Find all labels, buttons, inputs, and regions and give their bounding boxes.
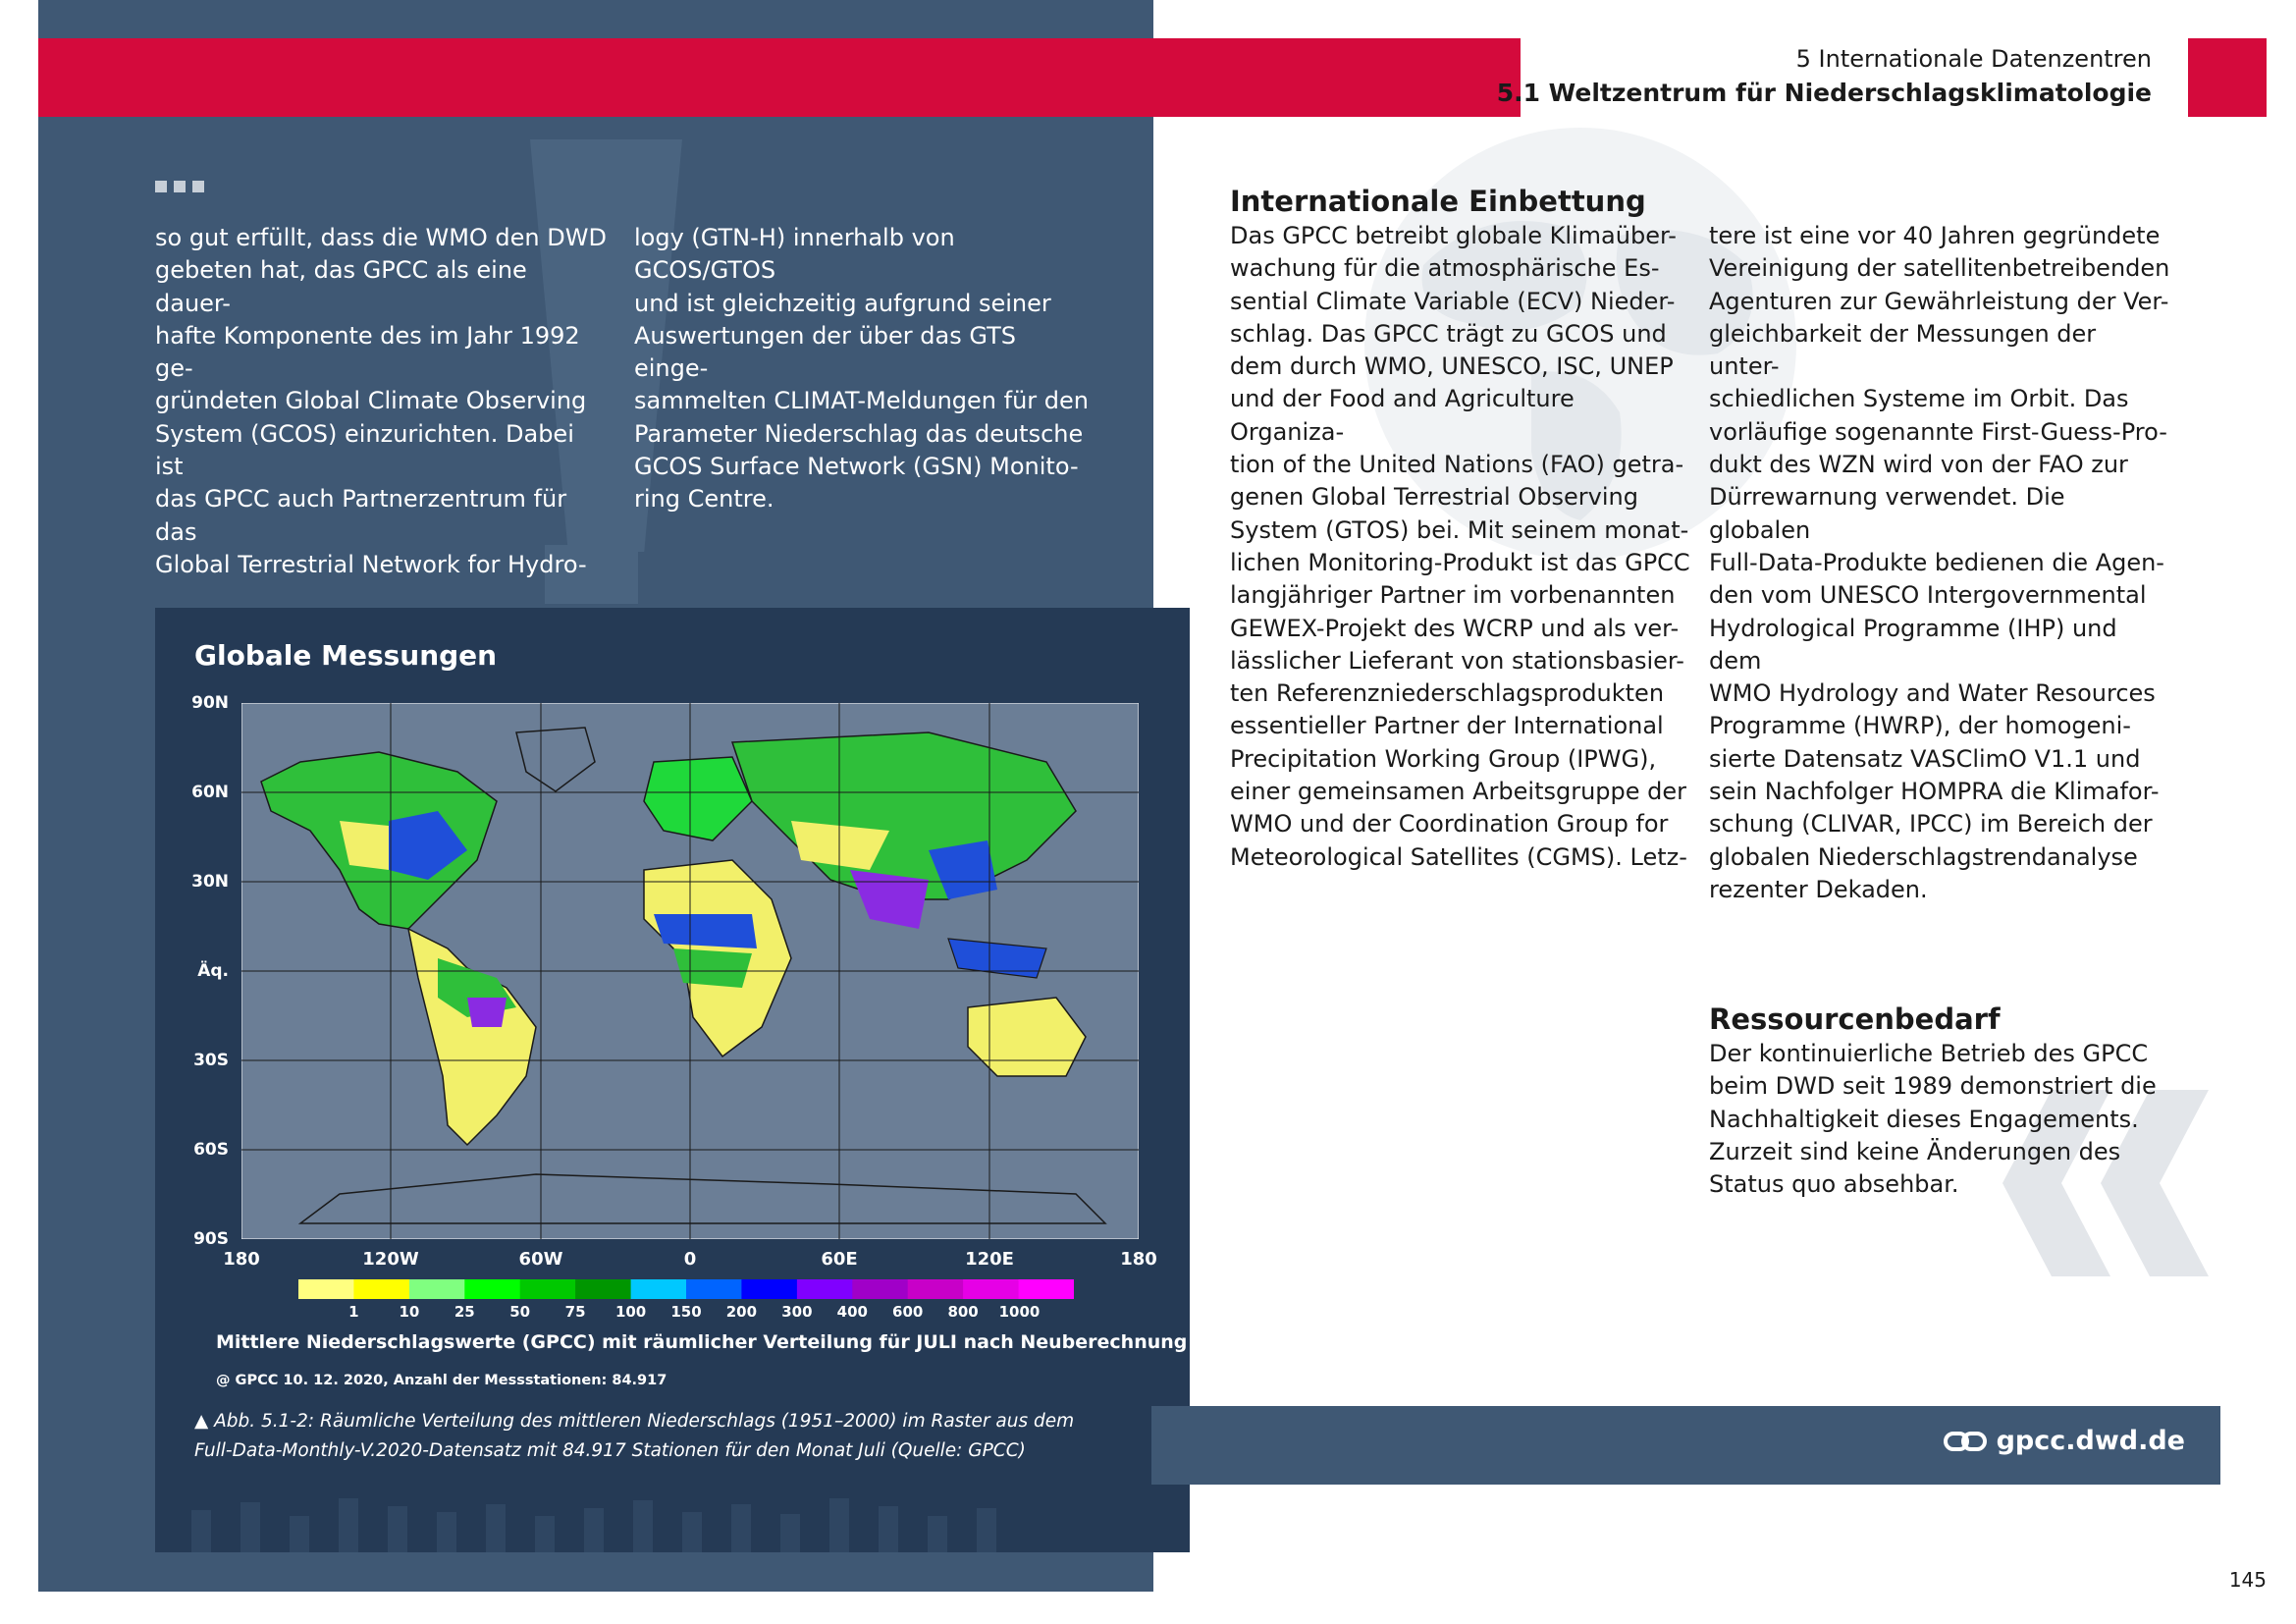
text-line: so gut erfüllt, dass die WMO den DWD	[155, 224, 607, 251]
text-line: Der kontinuierliche Betrieb des GPCC	[1709, 1040, 2149, 1067]
lat-label: 30S	[193, 1051, 229, 1070]
text-line: GCOS Surface Network (GSN) Monito-	[634, 453, 1079, 481]
text-line: Das GPCC betreibt globale Klimaüber-	[1230, 222, 1677, 249]
text-line: genen Global Terrestrial Observing	[1230, 483, 1638, 512]
text-line: System (GCOS) einzurichten. Dabei ist	[155, 419, 574, 481]
legend-value: 300	[781, 1303, 813, 1321]
legend-swatch	[686, 1279, 742, 1299]
legend-swatch	[353, 1279, 409, 1299]
text-line: GEWEX-Projekt des WCRP und als ver-	[1230, 614, 1680, 642]
text-line: Hydrological Programme (IHP) und dem	[1709, 614, 2117, 675]
text-line: ten Referenzniederschlagsprodukten	[1230, 679, 1665, 708]
lon-label: 60W	[518, 1249, 563, 1270]
text-line: logy (GTN-H) innerhalb von GCOS/GTOS	[634, 224, 955, 285]
text-line: schlag. Das GPCC trägt zu GCOS und	[1230, 319, 1667, 348]
text-line: einer gemeinsamen Arbeitsgruppe der	[1230, 778, 1687, 806]
header-red-bar	[38, 38, 1521, 117]
text-line: Status quo absehbar.	[1709, 1170, 1959, 1199]
header-red-square	[2188, 38, 2267, 117]
text-line: gebeten hat, das GPCC als eine dauer-	[155, 256, 527, 317]
legend-value: 50	[509, 1303, 531, 1321]
text-line: dukt des WZN wird von der FAO zur	[1709, 451, 2128, 479]
text-line: beim DWD seit 1989 demonstriert die	[1709, 1072, 2157, 1101]
text-line: ring Centre.	[634, 485, 774, 514]
legend-swatch	[464, 1279, 520, 1299]
text-line: lichen Monitoring-Produkt ist das GPCC	[1230, 548, 1690, 576]
text-line: tion of the United Nations (FAO) getra-	[1230, 451, 1684, 479]
lon-label: 0	[683, 1249, 697, 1270]
text-line: sential Climate Variable (ECV) Nieder-	[1230, 287, 1676, 315]
legend-value: 1000	[998, 1303, 1041, 1321]
text-line: Nachhaltigkeit dieses Engagements.	[1709, 1105, 2139, 1133]
caption-line: Full-Data-Monthly-V.2020-Datensatz mit 84.917 Stationen für den Monat Juli (Quelle: GPCC)	[194, 1440, 1026, 1461]
einbettung-heading: Internationale Einbettung	[1230, 185, 1646, 218]
legend-swatch	[741, 1279, 797, 1299]
legend-value: 600	[892, 1303, 924, 1321]
lat-label: 30N	[191, 872, 229, 892]
text-line: Full-Data-Produkte bedienen die Agen-	[1709, 548, 2164, 576]
legend-swatch	[575, 1279, 631, 1299]
text-line: schung (CLIVAR, IPCC) im Bereich der	[1709, 810, 2153, 839]
text-line: essentieller Partner der International	[1230, 712, 1664, 740]
legend-value: 200	[725, 1303, 758, 1321]
einbettung-column-2	[1709, 220, 2170, 906]
legend-value: 10	[399, 1303, 420, 1321]
legend-value: 75	[564, 1303, 586, 1321]
continuation-ellipsis-icon	[155, 181, 204, 192]
text-line: Global Terrestrial Network for Hydro-	[155, 550, 587, 578]
figure-caption	[194, 1407, 1074, 1466]
legend-swatch	[908, 1279, 964, 1299]
text-line: globalen Niederschlagstrendanalyse	[1709, 842, 2138, 871]
legend-value: 1	[348, 1303, 359, 1321]
legend-swatch	[1019, 1279, 1074, 1299]
left-text-column-2	[634, 222, 1095, 516]
chapter-title: 5 Internationale Datenzentren	[1795, 45, 2152, 73]
lat-label: 60S	[193, 1140, 229, 1160]
lat-label: 60N	[191, 783, 229, 802]
legend-value: 150	[670, 1303, 702, 1321]
section-title: 5.1 Weltzentrum für Niederschlagsklimatologie	[1496, 79, 2152, 107]
figure-description: Mittlere Niederschlagswerte (GPCC) mit räumlicher Verteilung für JULI nach Neuberechnung im Herbst 2020	[216, 1331, 1356, 1353]
lon-label: 120W	[362, 1249, 419, 1270]
text-line: Programme (HWRP), der homogeni-	[1709, 712, 2131, 740]
legend-value: 25	[454, 1303, 475, 1321]
text-line: das GPCC auch Partnerzentrum für das	[155, 485, 567, 546]
legend-value: 400	[836, 1303, 868, 1321]
text-line: und ist gleichzeitig aufgrund seiner	[634, 289, 1051, 317]
lon-label: 180	[1120, 1249, 1157, 1270]
precipitation-world-map	[241, 703, 1139, 1239]
figure-copyright: @ GPCC 10. 12. 2020, Anzahl der Messstationen: 84.917	[216, 1373, 667, 1388]
text-line: WMO und der Coordination Group for	[1230, 810, 1669, 839]
legend-value: 100	[614, 1303, 647, 1321]
legend-swatch	[298, 1279, 354, 1299]
text-line: Vereinigung der satellitenbetreibenden	[1709, 254, 2170, 283]
website-url: gpcc.dwd.de	[1996, 1426, 2185, 1456]
text-line: wachung für die atmosphärische Es-	[1230, 254, 1660, 283]
text-line: Parameter Niederschlag das deutsche	[634, 419, 1084, 448]
decorative-bars	[191, 1492, 1173, 1552]
text-line: System (GTOS) bei. Mit seinem monat-	[1230, 515, 1689, 544]
text-line: gründeten Global Climate Observing	[155, 387, 587, 415]
text-line: sierte Datensatz VASClimO V1.1 und	[1709, 744, 2141, 773]
text-line: Meteorological Satellites (CGMS). Letz-	[1230, 842, 1687, 871]
text-line: sammelten CLIMAT-Meldungen für den	[634, 387, 1090, 415]
link-chain-icon	[1944, 1430, 1987, 1453]
text-line: gleichbarkeit der Messungen der unter-	[1709, 319, 2097, 381]
lat-label: 90S	[193, 1229, 229, 1249]
lat-label: 90N	[191, 693, 229, 713]
legend-swatch	[852, 1279, 908, 1299]
legend-color-bar	[298, 1279, 1074, 1299]
text-line: und der Food and Agriculture Organiza-	[1230, 385, 1575, 446]
text-line: sein Nachfolger HOMPRA die Klimafor-	[1709, 778, 2160, 806]
left-text-column-1	[155, 222, 607, 581]
text-line: lässlicher Lieferant von stationsbasier-	[1230, 646, 1684, 675]
text-line: vorläufige sogenannte First-Guess-Pro-	[1709, 417, 2167, 446]
text-line: Dürrewarnung verwendet. Die globalen	[1709, 483, 2065, 544]
lon-label: 120E	[965, 1249, 1014, 1270]
text-line: hafte Komponente des im Jahr 1992 ge-	[155, 321, 580, 383]
lat-label: Äq.	[197, 961, 229, 981]
text-line: tere ist eine vor 40 Jahren gegründete	[1709, 222, 2161, 249]
text-line: Precipitation Working Group (IPWG),	[1230, 744, 1657, 773]
ressourcen-text	[1709, 1038, 2170, 1201]
lon-label: 60E	[821, 1249, 858, 1270]
text-line: dem durch WMO, UNESCO, ISC, UNEP	[1230, 352, 1674, 381]
legend-swatch	[520, 1279, 576, 1299]
caption-line: ▲ Abb. 5.1-2: Räumliche Verteilung des mittleren Niederschlags (1951–2000) im Raster aus dem	[194, 1411, 1075, 1432]
figure-title: Globale Messungen	[194, 639, 498, 672]
lon-label: 180	[223, 1249, 260, 1270]
text-line: langjähriger Partner im vorbenannten	[1230, 581, 1676, 610]
text-line: den vom UNESCO Intergovernmental	[1709, 581, 2147, 610]
legend-swatch	[631, 1279, 687, 1299]
text-line: WMO Hydrology and Water Resources	[1709, 679, 2156, 708]
legend-value: 800	[947, 1303, 979, 1321]
einbettung-column-1	[1230, 220, 1691, 874]
text-line: schiedlichen Systeme im Orbit. Das	[1709, 385, 2129, 413]
legend-labels	[298, 1303, 1074, 1325]
legend-swatch	[409, 1279, 465, 1299]
legend-swatch	[797, 1279, 853, 1299]
website-link[interactable]	[1944, 1426, 2185, 1456]
text-line: Agenturen zur Gewährleistung der Ver-	[1709, 287, 2169, 315]
page-number: 145	[2228, 1568, 2267, 1592]
text-line: rezenter Dekaden.	[1709, 875, 1928, 903]
text-line: Zurzeit sind keine Änderungen des	[1709, 1137, 2121, 1165]
legend-swatch	[963, 1279, 1019, 1299]
ressourcen-heading: Ressourcenbedarf	[1709, 1002, 2001, 1036]
text-line: Auswertungen der über das GTS einge-	[634, 321, 1016, 383]
